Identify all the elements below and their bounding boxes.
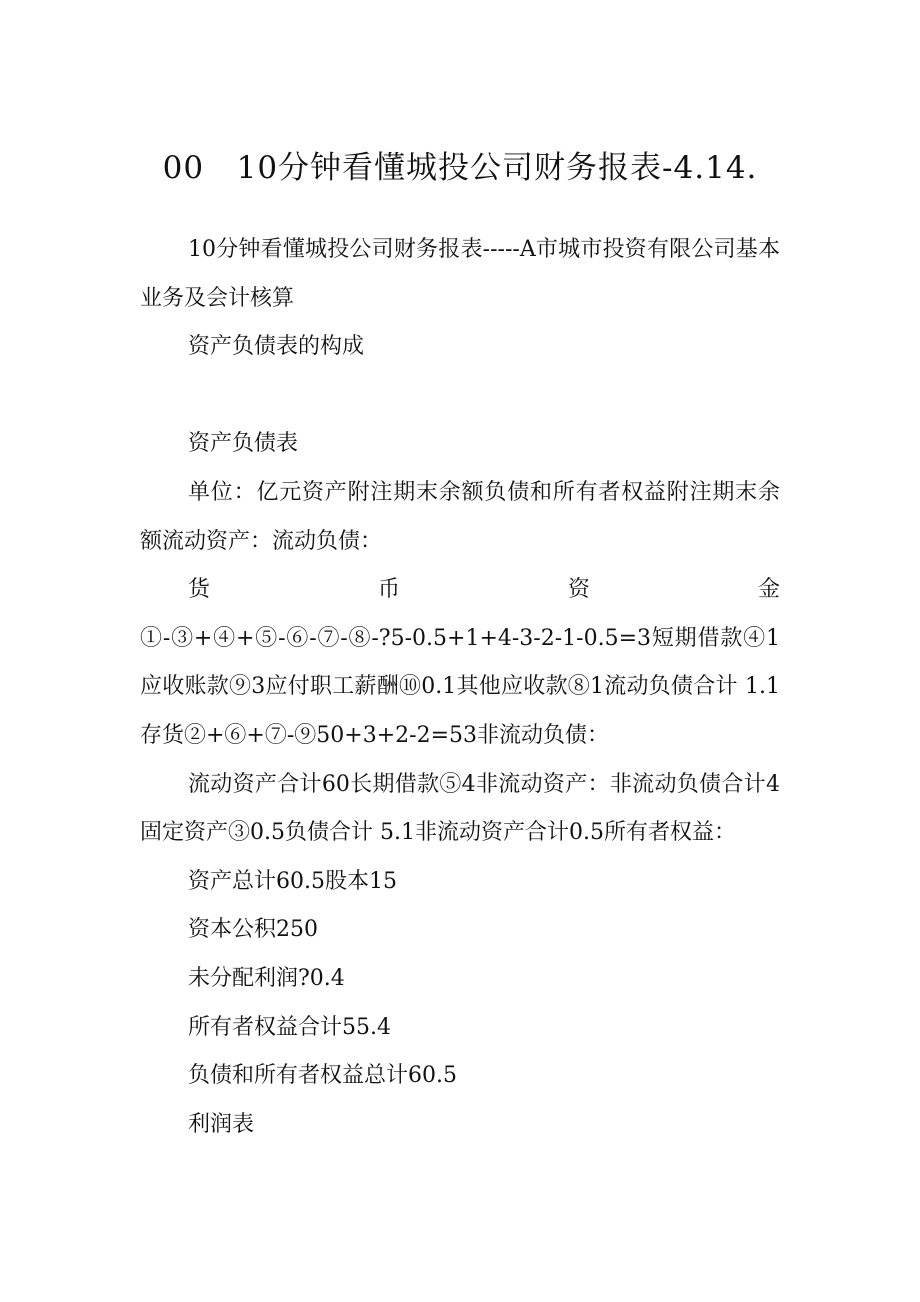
cash-char-1: 货	[188, 577, 211, 603]
paragraph-noncurrent-items: 流动资产合计60长期借款⑤4非流动资产：非流动负债合计4固定资产③0.5负债合计 5.1非流动资产合计0.5所有者权益：	[140, 771, 780, 846]
cash-char-3: 资	[567, 577, 590, 603]
paragraph-table-title: 资产负债表	[188, 431, 299, 457]
paragraph-current-items: ①-③+④+⑤-⑥-⑦-⑧-?5-0.5+1+4-3-2-1-0.5=3短期借款④1应收账款⑨3应付职工薪酬⑩0.1其他应收款⑧1流动负债合计 1.1存货②+⑥+⑦-⑨50+3+2-2=53非流动负债：	[140, 625, 780, 748]
paragraph-liabilities-equity-total: 负债和所有者权益总计60.5	[188, 1063, 457, 1089]
paragraph-income-statement: 利润表	[188, 1111, 255, 1137]
paragraph-total-assets: 资产总计60.5股本15	[188, 868, 397, 894]
cash-char-2: 币	[377, 577, 400, 603]
paragraph-capital-reserve: 资本公积250	[188, 917, 318, 943]
paragraph-equity-total: 所有者权益合计55.4	[188, 1014, 391, 1040]
blank-line	[140, 372, 780, 421]
paragraph-intro: 10分钟看懂城投公司财务报表-----A市城市投资有限公司基本业务及会计核算	[140, 237, 780, 311]
paragraph-table-header: 单位：亿元资产附注期末余额负债和所有者权益附注期末余额流动资产：流动负债：	[140, 479, 780, 554]
document-body	[140, 226, 780, 1149]
paragraph-cash-label	[140, 566, 780, 615]
paragraph-section-heading: 资产负债表的构成	[188, 334, 365, 360]
document-title: 00 10分钟看懂城投公司财务报表-4.14.	[162, 150, 758, 186]
paragraph-retained-earnings: 未分配利润?0.4	[188, 965, 345, 991]
cash-char-4: 金	[757, 577, 780, 603]
